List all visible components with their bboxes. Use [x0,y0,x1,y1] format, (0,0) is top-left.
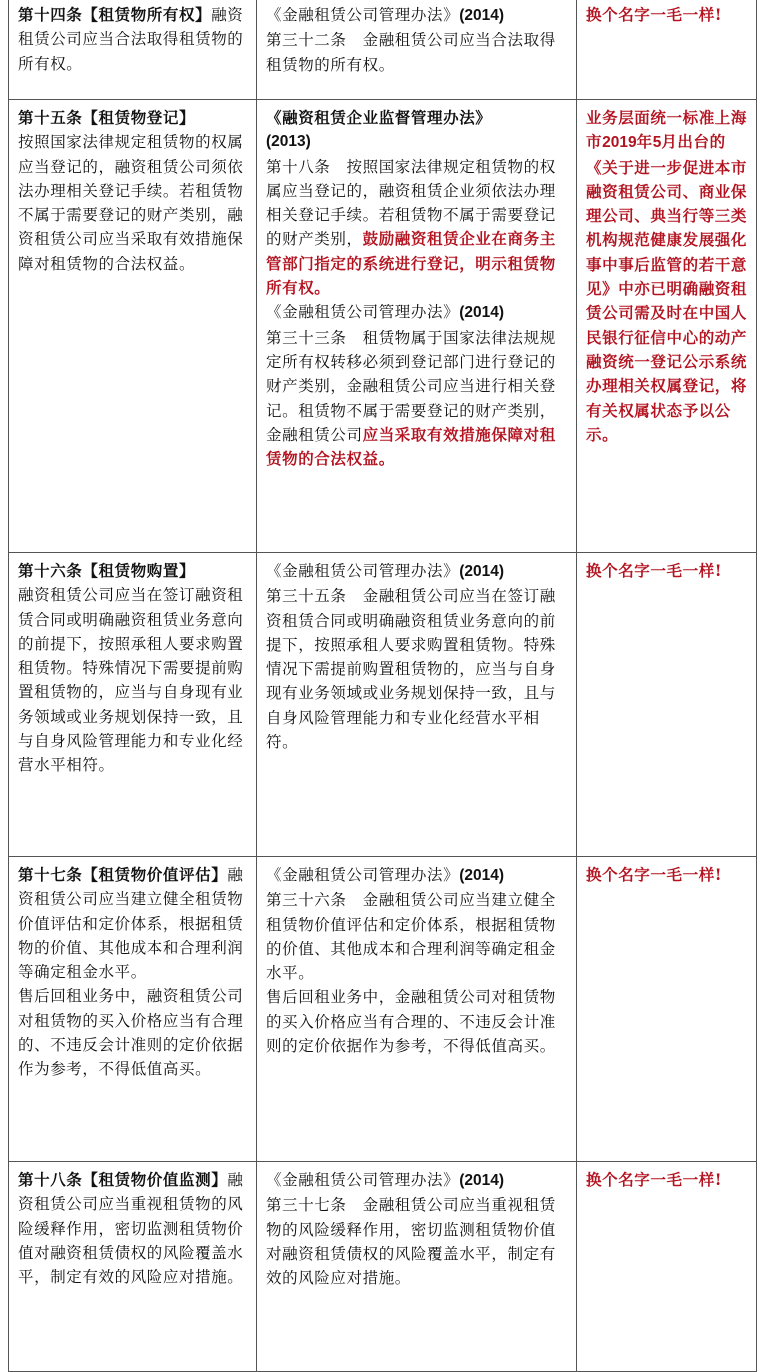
reference-year: (2014) [459,304,505,322]
reference-year: (2014) [459,563,505,580]
article-heading: 第十八条【租赁物价值监测】 [18,1170,228,1189]
note-text: 月出台的《关于进一步促进本市融资租赁公司、商业保理公司、典当行等三类机构规范健康发展强化事中事后监管的若干意见》中亦已明确融资租赁公司需及时在中国人民银行征信中心的动产融资统一登记公示系统办理相关权属登记，将有关权属状态予以公示。 [586,132,748,444]
article-body: 按照国家法律规定租赁物的权属应当登记的，融资租赁公司须依法办理相关登记手续。若租赁物不属于需要登记的财产类别，融资租赁公司应当采取有效措施保障对租赁物的合法权益。 [18,133,244,273]
table-row [9,100,757,553]
article-cell [9,0,257,100]
reference-text-2: 售后回租业务中，金融租赁公司对租赁物的买入价格应当有合理的、不违反会计准则的定价依据作为参考，不得低值高买。 [266,988,556,1056]
article-heading: 第十六条【租赁物购置】 [18,561,196,580]
article-cell [9,100,257,553]
reference-text: 第三十二条 金融租赁公司应当合法取得租赁物的所有权。 [266,31,556,74]
article-body: 融资租赁公司应当重视租赁物的风险缓释作用，密切监测租赁物价值对融资租赁债权的风险覆盖水平，制定有效的风险应对措施。 [18,1171,244,1287]
article-body: 融资租赁公司应当合法取得租赁物的所有权。 [18,6,244,73]
reference-title: 《金融租赁公司管理办法》 [266,562,460,580]
reference-title: 《金融租赁公司管理办法》 [266,303,460,322]
reference-text: 第三十六条 金融租赁公司应当建立健全租赁物价值评估和定价体系，根据租赁物的价值、其他成本和合理利润等确定租金水平。 [266,891,556,983]
article-cell [9,553,257,857]
article-heading: 第十五条【租赁物登记】 [18,108,196,127]
note-month: 5 [652,134,662,152]
note-text: 换个名字一毛一样! [586,561,723,580]
regulation-comparison-table [8,0,757,1372]
note-year: 2019 [602,134,637,152]
reference-title: 《金融租赁公司管理办法》 [266,1171,460,1189]
note-cell [577,857,757,1162]
reference-cell [257,857,577,1162]
reference-title: 《融资租赁企业监督管理办法》 [266,108,492,127]
reference-text: 第三十七条 金融租赁公司应当重视租赁物的风险缓释作用，密切监测租赁物价值对融资租赁债权的风险覆盖水平，制定有效的风险应对措施。 [266,1196,556,1288]
reference-highlight: 鼓励融资租赁企业在商务主管部门指定的系统进行登记，明示租赁物所有权。 [266,229,556,298]
article-body: 融资租赁公司应当在签订融资租赁合同或明确融资租赁业务意向的前提下，按照承租人要求购置租赁物。特殊情况下需要提前购置租赁物的，应当与自身现有业务领域或业务规划保持一致，且与自身风险管理能力和专业化经营水平相符。 [18,586,244,775]
article-heading: 第十七条【租赁物价值评估】 [18,865,228,884]
reference-title: 《金融租赁公司管理办法》 [266,6,460,24]
reference-highlight: 应当采取有效措施保障对租赁物的合法权益。 [266,424,556,469]
reference-cell [257,553,577,857]
article-body-2: 售后回租业务中，融资租赁公司对租赁物的买入价格应当有合理的、不违反会计准则的定价依据作为参考，不得低值高买。 [18,987,244,1079]
note-text: 换个名字一毛一样! [586,865,723,884]
table-row [9,553,757,857]
note-cell [577,0,757,100]
article-heading: 第十四条【租赁物所有权】 [18,5,212,24]
note-text: 年 [636,132,653,152]
reference-year: (2014) [459,1172,505,1189]
reference-text: 第十八条 按照国家法律规定租赁物的权属应当登记的，融资租赁企业须依法办理相关登记手续。若租赁物不属于需要登记的财产类别， [266,157,556,249]
note-cell [577,553,757,857]
note-cell [577,1162,757,1372]
reference-cell [257,100,577,553]
reference-cell [257,0,577,100]
table-row [9,1162,757,1372]
reference-text: 第三十五条 金融租赁公司应当在签订融资租赁合同或明确融资租赁业务意向的前提下，按照承租人要求购置租赁物。特殊情况下需提前购置租赁物的，应当与自身现有业务领域或业务规划保持一致，且与自身风险管理能力和专业化经营水平相符。 [266,587,556,752]
reference-cell [257,1162,577,1372]
article-cell [9,1162,257,1372]
note-text: 业务层面统一标准上海市 [586,108,748,152]
reference-year: (2014) [459,7,505,24]
reference-year: (2014) [459,867,505,884]
note-cell [577,100,757,553]
table-row [9,857,757,1162]
article-body: 融资租赁公司应当建立健全租赁物价值评估和定价体系，根据租赁物的价值、其他成本和合理利润等确定租金水平。 [18,866,244,982]
reference-text: 第三十三条 租赁物属于国家法律法规规定所有权转移必须到登记部门进行登记的财产类别，金融租赁公司应当进行相关登记。租赁物不属于需要登记的财产类别，金融租赁公司 [266,328,556,444]
note-text: 换个名字一毛一样! [586,5,723,24]
article-cell [9,857,257,1162]
note-text: 换个名字一毛一样! [586,1170,723,1189]
reference-title: 《金融租赁公司管理办法》 [266,866,460,884]
table-row [9,0,757,100]
reference-year: (2013) [266,133,311,151]
